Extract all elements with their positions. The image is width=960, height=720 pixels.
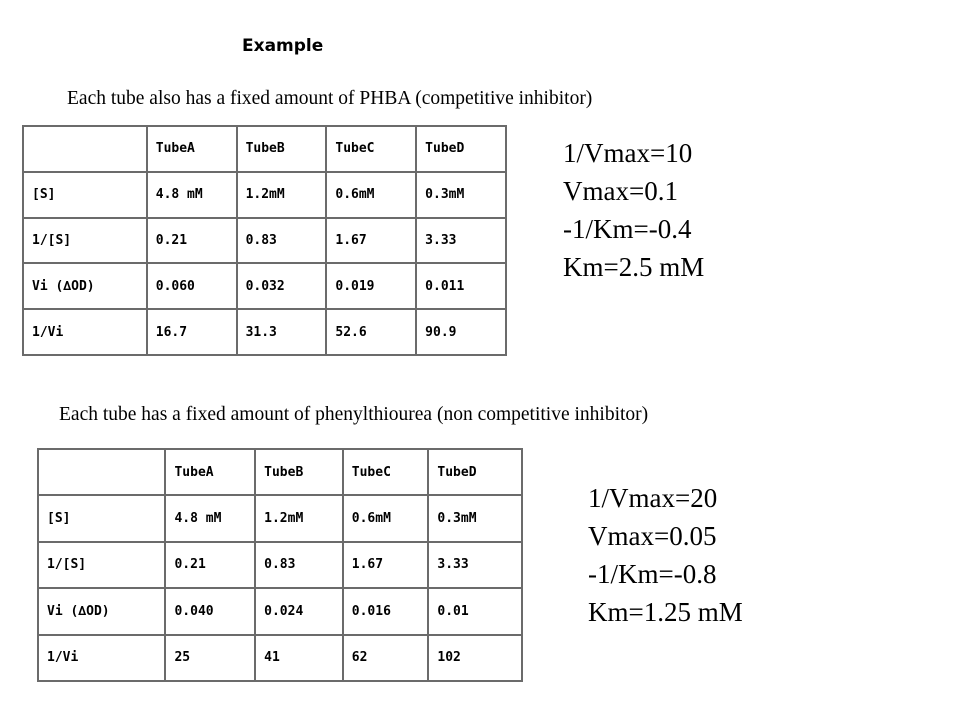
table-row-label: Vi (∆OD) — [23, 263, 147, 309]
table-cell: 25 — [165, 635, 255, 681]
table-row — [38, 588, 522, 634]
section2-table — [37, 448, 523, 682]
table-row-label: 1/[S] — [38, 542, 165, 588]
table-cell: 1.2mM — [255, 495, 343, 541]
table-header-cell: TubeD — [416, 126, 506, 172]
table-cell: 0.024 — [255, 588, 343, 634]
table-header-cell: TubeC — [326, 126, 416, 172]
table-cell: 0.83 — [237, 218, 327, 264]
table-cell: 16.7 — [147, 309, 237, 355]
table-cell: 3.33 — [416, 218, 506, 264]
section2-result-inverse-km: -1/Km=-0.8 — [588, 559, 717, 589]
table-header-cell: TubeD — [428, 449, 522, 495]
table-header-row — [23, 126, 506, 172]
page-heading: Example — [242, 36, 324, 56]
table-cell: 0.21 — [147, 218, 237, 264]
section1-table — [22, 125, 507, 356]
table-cell: 4.8 mM — [165, 495, 255, 541]
table-row-label: 1/[S] — [23, 218, 147, 264]
table-cell: 0.01 — [428, 588, 522, 634]
table-cell: 0.032 — [237, 263, 327, 309]
table-row — [23, 218, 506, 264]
table-cell: 0.060 — [147, 263, 237, 309]
section2-result-inverse-vmax: 1/Vmax=20 — [588, 483, 718, 513]
table-cell: 62 — [343, 635, 429, 681]
table-row-label: Vi (∆OD) — [38, 588, 165, 634]
section1-caption: Each tube also has a fixed amount of PHBA (competitive inhibitor) — [67, 88, 593, 109]
table-cell: 41 — [255, 635, 343, 681]
table-cell: 4.8 mM — [147, 172, 237, 218]
table-row — [23, 263, 506, 309]
section2-result-vmax: Vmax=0.05 — [588, 521, 717, 551]
table-row — [38, 635, 522, 681]
table-header-row — [38, 449, 522, 495]
table-cell: 0.21 — [165, 542, 255, 588]
table-cell: 3.33 — [428, 542, 522, 588]
table-cell: 0.3mM — [428, 495, 522, 541]
section2-caption: Each tube has a fixed amount of phenylthiourea (non competitive inhibitor) — [59, 404, 649, 425]
table-row-label: 1/Vi — [23, 309, 147, 355]
table-cell: 90.9 — [416, 309, 506, 355]
section1-result-inverse-vmax: 1/Vmax=10 — [563, 138, 693, 168]
table-cell: 1.67 — [326, 218, 416, 264]
table-cell: 0.019 — [326, 263, 416, 309]
table-header-cell: TubeA — [165, 449, 255, 495]
table-header-cell: TubeA — [147, 126, 237, 172]
table-cell: 0.6mM — [326, 172, 416, 218]
table-header-cell: TubeB — [237, 126, 327, 172]
section2-table-body — [38, 449, 522, 681]
table-header-cell — [38, 449, 165, 495]
table-header-cell: TubeB — [255, 449, 343, 495]
table-cell: 0.83 — [255, 542, 343, 588]
section1-results — [563, 134, 704, 286]
table-cell: 1.67 — [343, 542, 429, 588]
table-header-cell: TubeC — [343, 449, 429, 495]
table-row-label: [S] — [23, 172, 147, 218]
table-cell: 31.3 — [237, 309, 327, 355]
table-cell: 0.011 — [416, 263, 506, 309]
section1-result-vmax: Vmax=0.1 — [563, 176, 678, 206]
table-cell: 0.3mM — [416, 172, 506, 218]
table-cell: 1.2mM — [237, 172, 327, 218]
table-row — [38, 495, 522, 541]
table-cell: 0.016 — [343, 588, 429, 634]
section2-result-km: Km=1.25 mM — [588, 597, 743, 627]
table-row-label: [S] — [38, 495, 165, 541]
section1-result-inverse-km: -1/Km=-0.4 — [563, 214, 692, 244]
table-cell: 52.6 — [326, 309, 416, 355]
section2-results — [588, 479, 743, 631]
table-cell: 0.6mM — [343, 495, 429, 541]
section1-result-km: Km=2.5 mM — [563, 252, 705, 282]
table-row — [23, 309, 506, 355]
table-row-label: 1/Vi — [38, 635, 165, 681]
table-row — [23, 172, 506, 218]
table-cell: 0.040 — [165, 588, 255, 634]
section1-table-body — [23, 126, 506, 355]
table-header-cell — [23, 126, 147, 172]
table-row — [38, 542, 522, 588]
table-cell: 102 — [428, 635, 522, 681]
